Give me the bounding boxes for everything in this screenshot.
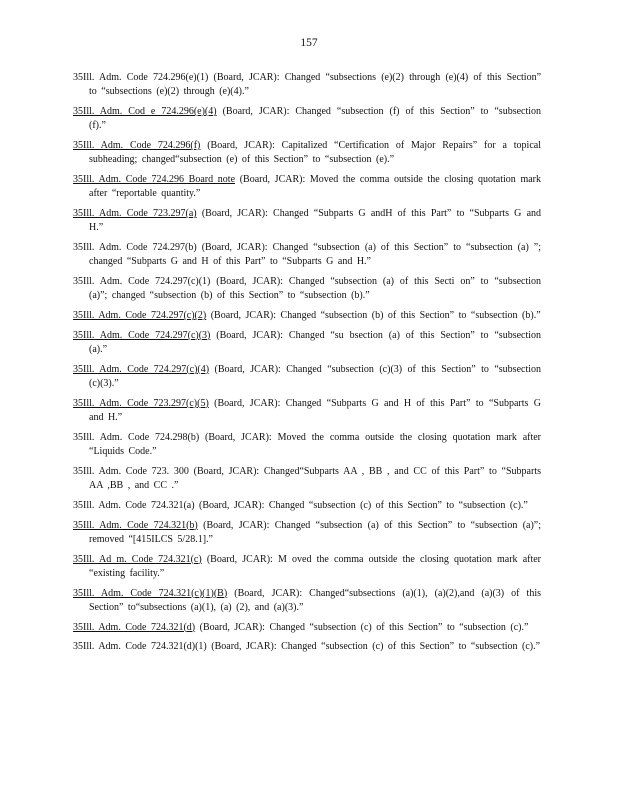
- amendment-entry: [73, 431, 541, 459]
- code-citation: 35Ill. Ad m. Code 724.321(c): [73, 553, 202, 565]
- amendment-text: (Board, JCAR): Changed “su bsection (a) of this Section” to “subsection (a).”: [89, 329, 542, 355]
- code-citation: 35Ill. Adm. Code 724.321(a): [73, 499, 195, 511]
- amendment-text: (Board, JCAR): Changed “subsection (a) of this Secti on” to “subsection (a)”; changed “subsection (b) of this Section” to “subsection (b).”: [89, 276, 542, 302]
- amendment-entry: [73, 621, 541, 635]
- code-citation: 35Ill. Adm. Code 724.296 Board note: [73, 174, 236, 185]
- amendment-entry: [73, 173, 541, 201]
- amendment-entry: [73, 519, 541, 547]
- code-citation: 35Ill. Adm. Code 723. 300: [73, 465, 189, 477]
- amendment-entry: [73, 465, 541, 493]
- amendment-entry: [73, 241, 541, 269]
- amendment-text: (Board, JCAR): Changed “subsection (a) of this Section” to “subsection (a) ”; changed “Subparts G and H of this Part” to “Subparts G and H.”: [89, 242, 542, 268]
- code-citation: 35Ill. Adm. Code 723.297(a): [73, 208, 197, 219]
- amendment-text: (Board, JCAR): Changed “subsection (c)(3) of this Section” to “subsection (c)(3).”: [89, 363, 542, 389]
- code-citation: 35Ill. Adm. Code 724.297(c)(1): [73, 276, 211, 287]
- amendment-entry: [73, 397, 541, 425]
- code-citation: 35Ill. Adm. Code 724.297(b): [73, 242, 197, 253]
- amendment-entry: [73, 553, 541, 581]
- amendment-text: (Board, JCAR): M oved the comma outside the closing quotation mark after “existing facility.”: [89, 553, 542, 579]
- code-citation: 35Ill. Adm. Code 724.321(c)(1)(B): [73, 587, 228, 599]
- code-citation: 35Ill. Adm. Code 724.321(b): [73, 519, 198, 531]
- code-citation: 35Ill. Adm. Cod e 724.296(e)(4): [73, 106, 217, 117]
- amendment-text: (Board, JCAR): Moved the comma outside the closing quotation mark after “reportable quantity.”: [89, 174, 541, 200]
- amendment-text: (Board, JCAR): Changed “subsections (e)(2) through (e)(4) of this Section” to “subsections (e)(2) through (e)(4).”: [89, 72, 542, 98]
- amendment-text: (Board, JCAR): Changed “subsection (c) of this Section” to “subsection (c).”: [199, 621, 529, 633]
- amendment-entry: [73, 640, 541, 654]
- amendment-entry: [73, 363, 541, 391]
- amendment-text: (Board, JCAR): Changed“subsections (a)(1), (a)(2),and (a)(3) of this Section” to“subsections (a)(1), (a) (2), and (a)(3).”: [89, 587, 542, 613]
- code-citation: 35Ill. Adm. Code 724.298(b): [73, 431, 200, 443]
- amendment-entry: [73, 329, 541, 357]
- amendment-entry: [73, 71, 541, 99]
- amendment-text: (Board, JCAR): Changed “subsection (c) of this Section” to “subsection (c).”: [211, 641, 541, 653]
- amendment-text: (Board, JCAR): Capitalized “Certification of Major Repairs” for a topical subheading; changed“subsection (e) of this Section” to “subsection (e).”: [89, 140, 541, 166]
- amendment-entry: [73, 139, 541, 167]
- amendment-entry: [73, 275, 541, 303]
- amendment-text: (Board, JCAR): Moved the comma outside the closing quotation mark after “Liquids Code.”: [89, 431, 542, 457]
- amendment-text: (Board, JCAR): Changed“Subparts AA , BB , and CC of this Part” to “Subparts AA ,BB , and CC .”: [89, 465, 541, 491]
- amendment-text: (Board, JCAR): Changed “subsection (f) of this Section” to “subsection (f).”: [89, 106, 542, 132]
- amendment-text: (Board, JCAR): Changed “Subparts G and H of this Part” to “Subparts G and H.”: [89, 397, 542, 423]
- amendment-list: [73, 71, 541, 660]
- amendment-entry: [73, 207, 541, 235]
- code-citation: 35Ill. Adm. Code 724.297(c)(2): [73, 310, 207, 321]
- page-number: 157: [300, 37, 318, 49]
- amendment-text: (Board, JCAR): Changed “subsection (a) of this Section” to “subsection (a)”; removed “[415ILCS 5/28.1].”: [89, 519, 542, 545]
- amendment-entry: [73, 499, 541, 513]
- amendment-entry: [73, 587, 541, 615]
- amendment-text: (Board, JCAR): Changed “subsection (c) of this Section” to “subsection (c).”: [199, 499, 528, 511]
- amendment-text: (Board, JCAR): Changed “Subparts G andH of this Part” to “Subparts G and H.”: [89, 208, 542, 234]
- code-citation: 35Ill. Adm. Code 724.321(d)(1): [73, 641, 207, 653]
- amendment-entry: [73, 105, 541, 133]
- code-citation: 35Ill. Adm. Code 723.297(c)(5): [73, 397, 209, 409]
- code-citation: 35Ill. Adm. Code 724.297(c)(4): [73, 363, 210, 375]
- code-citation: 35Ill. Adm. Code 724.296(f): [73, 140, 201, 151]
- code-citation: 35Ill. Adm. Code 724.296(e)(1): [73, 72, 209, 83]
- code-citation: 35Ill. Adm. Code 724.321(d): [73, 621, 196, 633]
- amendment-entry: [73, 309, 541, 323]
- amendment-text: (Board, JCAR): Changed “subsection (b) of this Section” to “subsection (b).”: [210, 310, 541, 321]
- code-citation: 35Ill. Adm. Code 724.297(c)(3): [73, 329, 211, 341]
